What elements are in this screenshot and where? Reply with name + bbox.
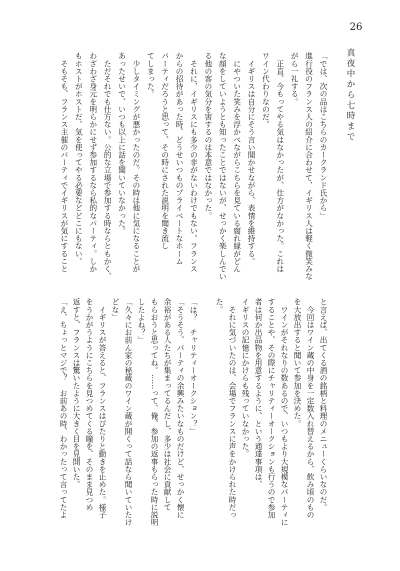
blank-line — [200, 298, 213, 530]
text-line: た。 — [215, 298, 224, 314]
text-line: てしまった。 — [146, 52, 156, 98]
text-line: 進行役のフランス人の紹介に合わせて、イギリス人は軽く微笑みな — [304, 52, 314, 280]
dialogue-line: もらおうと思ってね。……って、俺、参加の返事もらった時に説明 — [150, 298, 159, 526]
text-line: もホストがホストだ。気を使ってやる必要などどこにもない。 — [74, 52, 84, 265]
dialogue-line: 「は？ チャリティーオークション？」 — [189, 298, 198, 435]
dialogue-line: 「そうそう、パーティの余興みたいなものだけど、せっかく懐に — [176, 298, 185, 519]
text-line: 「では、次の品はこちらのカークランド氏から」 — [319, 52, 328, 220]
text-line: からの招待があった時、どうせいつものプライベートなホーム — [175, 52, 185, 265]
text-line: イギリスの記憶にかけらも残っていなかった。 — [241, 298, 250, 458]
page-number: 26 — [349, 22, 363, 33]
upper-text-tier — [55, 52, 330, 284]
text-line: そもそも、フランス主催のパーティでイギリスが気にすること — [59, 52, 69, 273]
text-line: それに、イギリスにも多少の非がないわけでもない。フランス — [189, 52, 199, 273]
text-line: ワイン代わりなのだ。 — [261, 52, 271, 128]
text-line: にやついた笑みを浮かべながらこちらを見ている腐れ縁がどん — [232, 52, 242, 273]
text-line: わざわざ身元を明らかにせず参加するなら私的なパーティ。しか — [88, 52, 98, 273]
dialogue-line: どな」 — [111, 298, 120, 321]
dialogue-line: 余裕がある人たちが集まってるんだし、多少は社会に貢献して — [163, 298, 172, 511]
text-line: を大放出すると聞いて参加を決めた。 — [293, 298, 302, 428]
text-line: イギリスが答えると、フランスはぴたりと動きを止めた。様子 — [98, 298, 107, 519]
text-line: それに気づいたのは、会場でフランスに声をかけられた時だっ — [228, 298, 237, 519]
text-line: 少しタイミングが悪かったのだ。その時は他に気になることが — [131, 52, 141, 273]
dialogue-line: 「え、ちょっとマジで？ お前あの時、わかったって言ってたよ — [59, 298, 68, 519]
text-line: る他の客の気分を害するのは本意ではなかった。 — [203, 52, 213, 220]
text-line: 正直、今もってやる気はなかったが、仕方がなかった。これは — [275, 52, 285, 273]
text-line: ワインがそれなりの数あるので、いつもより大規模なパーティに — [280, 298, 289, 526]
text-line: がら一礼する。 — [290, 52, 300, 106]
lower-text-tier — [57, 298, 330, 530]
text-line: パーティだろうと思って、その時にされた説明を聞き流し — [160, 52, 170, 250]
dialogue-line: したよね？」 — [137, 298, 146, 344]
dialogue-line: 「久々にお前ん家の秘蔵のワイン蔵が開くって話なら聞いていたけ — [124, 298, 133, 526]
text-line: をうかがうようにこちらを見つめてくる瞳を、そのまま見つめ — [85, 298, 94, 511]
running-head: 真夜中から七時まで — [345, 48, 355, 143]
text-line: 今回はワイン蔵の中身を一定数入れ替えるから、飲み頃のもの — [306, 298, 315, 519]
text-line: 返すと、フランスは驚いたように大きく目を見開いた。 — [72, 298, 81, 488]
text-line: な顔をしていようとも知ったことではないが、せっかく楽しんでい — [218, 52, 228, 280]
text-line: あったせいで、いつも以上に話を聞いていなかった。 — [117, 52, 127, 235]
text-line: イギリスは自分にそう言い聞かせながら、表情を維持する。 — [247, 52, 257, 265]
text-line: することや、その際にチャリティーオークションも行うので参加 — [267, 298, 276, 519]
text-line: 者は何か出品物を用意するように、という通達事項は、 — [254, 298, 263, 488]
text-line: と言えば、出てくる酒の銘柄と料理のメニューくらいなのだ。 — [319, 298, 328, 511]
text-line: ただそれでも仕方ない。公的な立場で参加する時ならともかく、 — [103, 52, 113, 280]
